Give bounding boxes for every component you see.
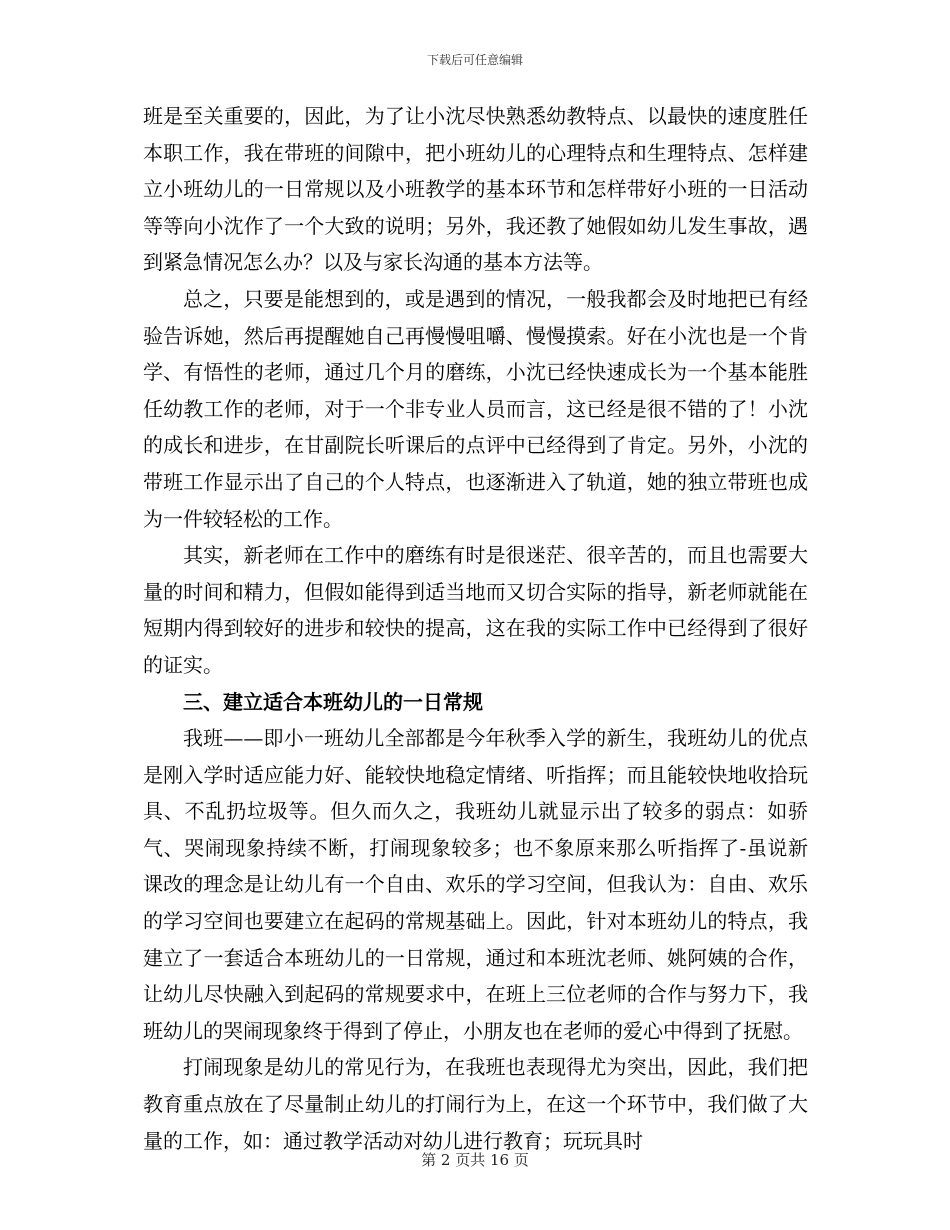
page-footer: 第 2 页共 16 页 bbox=[421, 1151, 529, 1169]
document-body bbox=[143, 98, 808, 1159]
section-heading: 三、建立适合本班幼儿的一日常规 bbox=[183, 689, 483, 714]
paragraph: 其实，新老师在工作中的磨练有时是很迷茫、很辛苦的，而且也需要大量的时间和精力，但假如能得到适当地而又切合实际的指导，新老师就能在短期内得到较好的进步和较快的提高，这在我的实际工作中已经得到了很好的证实。 bbox=[143, 543, 808, 677]
paragraph: 我班——即小一班幼儿全部都是今年秋季入学的新生，我班幼儿的优点是刚入学时适应能力好、能较快地稳定情绪、听指挥；而且能较快地收拾玩具、不乱扔垃圾等。但久而久之，我班幼儿就显示出了较多的弱点：如骄气、哭闹现象持续不断，打闹现象较多；也不象原来那么听指挥了-虽说新课改的理念是让幼儿有一个自由、欢乐的学习空间，但我认为：自由、欢乐的学习空间也要建立在起码的常规基础上。因此，针对本班幼儿的特点，我建立了一套适合本班幼儿的一日常规，通过和本班沈老师、姚阿姨的合作，让幼儿尽快融入到起码的常规要求中，在班上三位老师的合作与努力下，我班幼儿的哭闹现象终于得到了停止，小朋友也在老师的爱心中得到了抚慰。 bbox=[143, 726, 808, 1043]
paragraph-continuation: 班是至关重要的，因此，为了让小沈尽快熟悉幼教特点、以最快的速度胜任本职工作，我在带班的间隙中，把小班幼儿的心理特点和生理特点、怎样建立小班幼儿的一日常规以及小班教学的基本环节和怎样带好小班的一日活动等等向小沈作了一个大致的说明；另外，我还教了她假如幼儿发生事故，遇到紧急情况怎么办？以及与家长沟通的基本方法等。 bbox=[143, 104, 808, 275]
page-header: 下载后可任意编辑 bbox=[426, 53, 523, 67]
paragraph: 总之，只要是能想到的，或是遇到的情况，一般我都会及时地把已有经验告诉她，然后再提醒她自己再慢慢咀嚼、慢慢摸索。好在小沈也是一个肯学、有悟性的老师，通过几个月的磨练，小沈已经快速成长为一个基本能胜任幼教工作的老师，对于一个非专业人员而言，这已经是很不错的了！小沈的成长和进步，在甘副院长听课后的点评中已经得到了肯定。另外，小沈的带班工作显示出了自己的个人特点，也逐渐进入了轨道，她的独立带班也成为一件较轻松的工作。 bbox=[143, 286, 808, 531]
paragraph: 打闹现象是幼儿的常见行为，在我班也表现得尤为突出，因此，我们把教育重点放在了尽量制止幼儿的打闹行为上，在这一个环节中，我们做了大量的工作，如：通过教学活动对幼儿进行教育；玩玩具时 bbox=[143, 1055, 808, 1153]
